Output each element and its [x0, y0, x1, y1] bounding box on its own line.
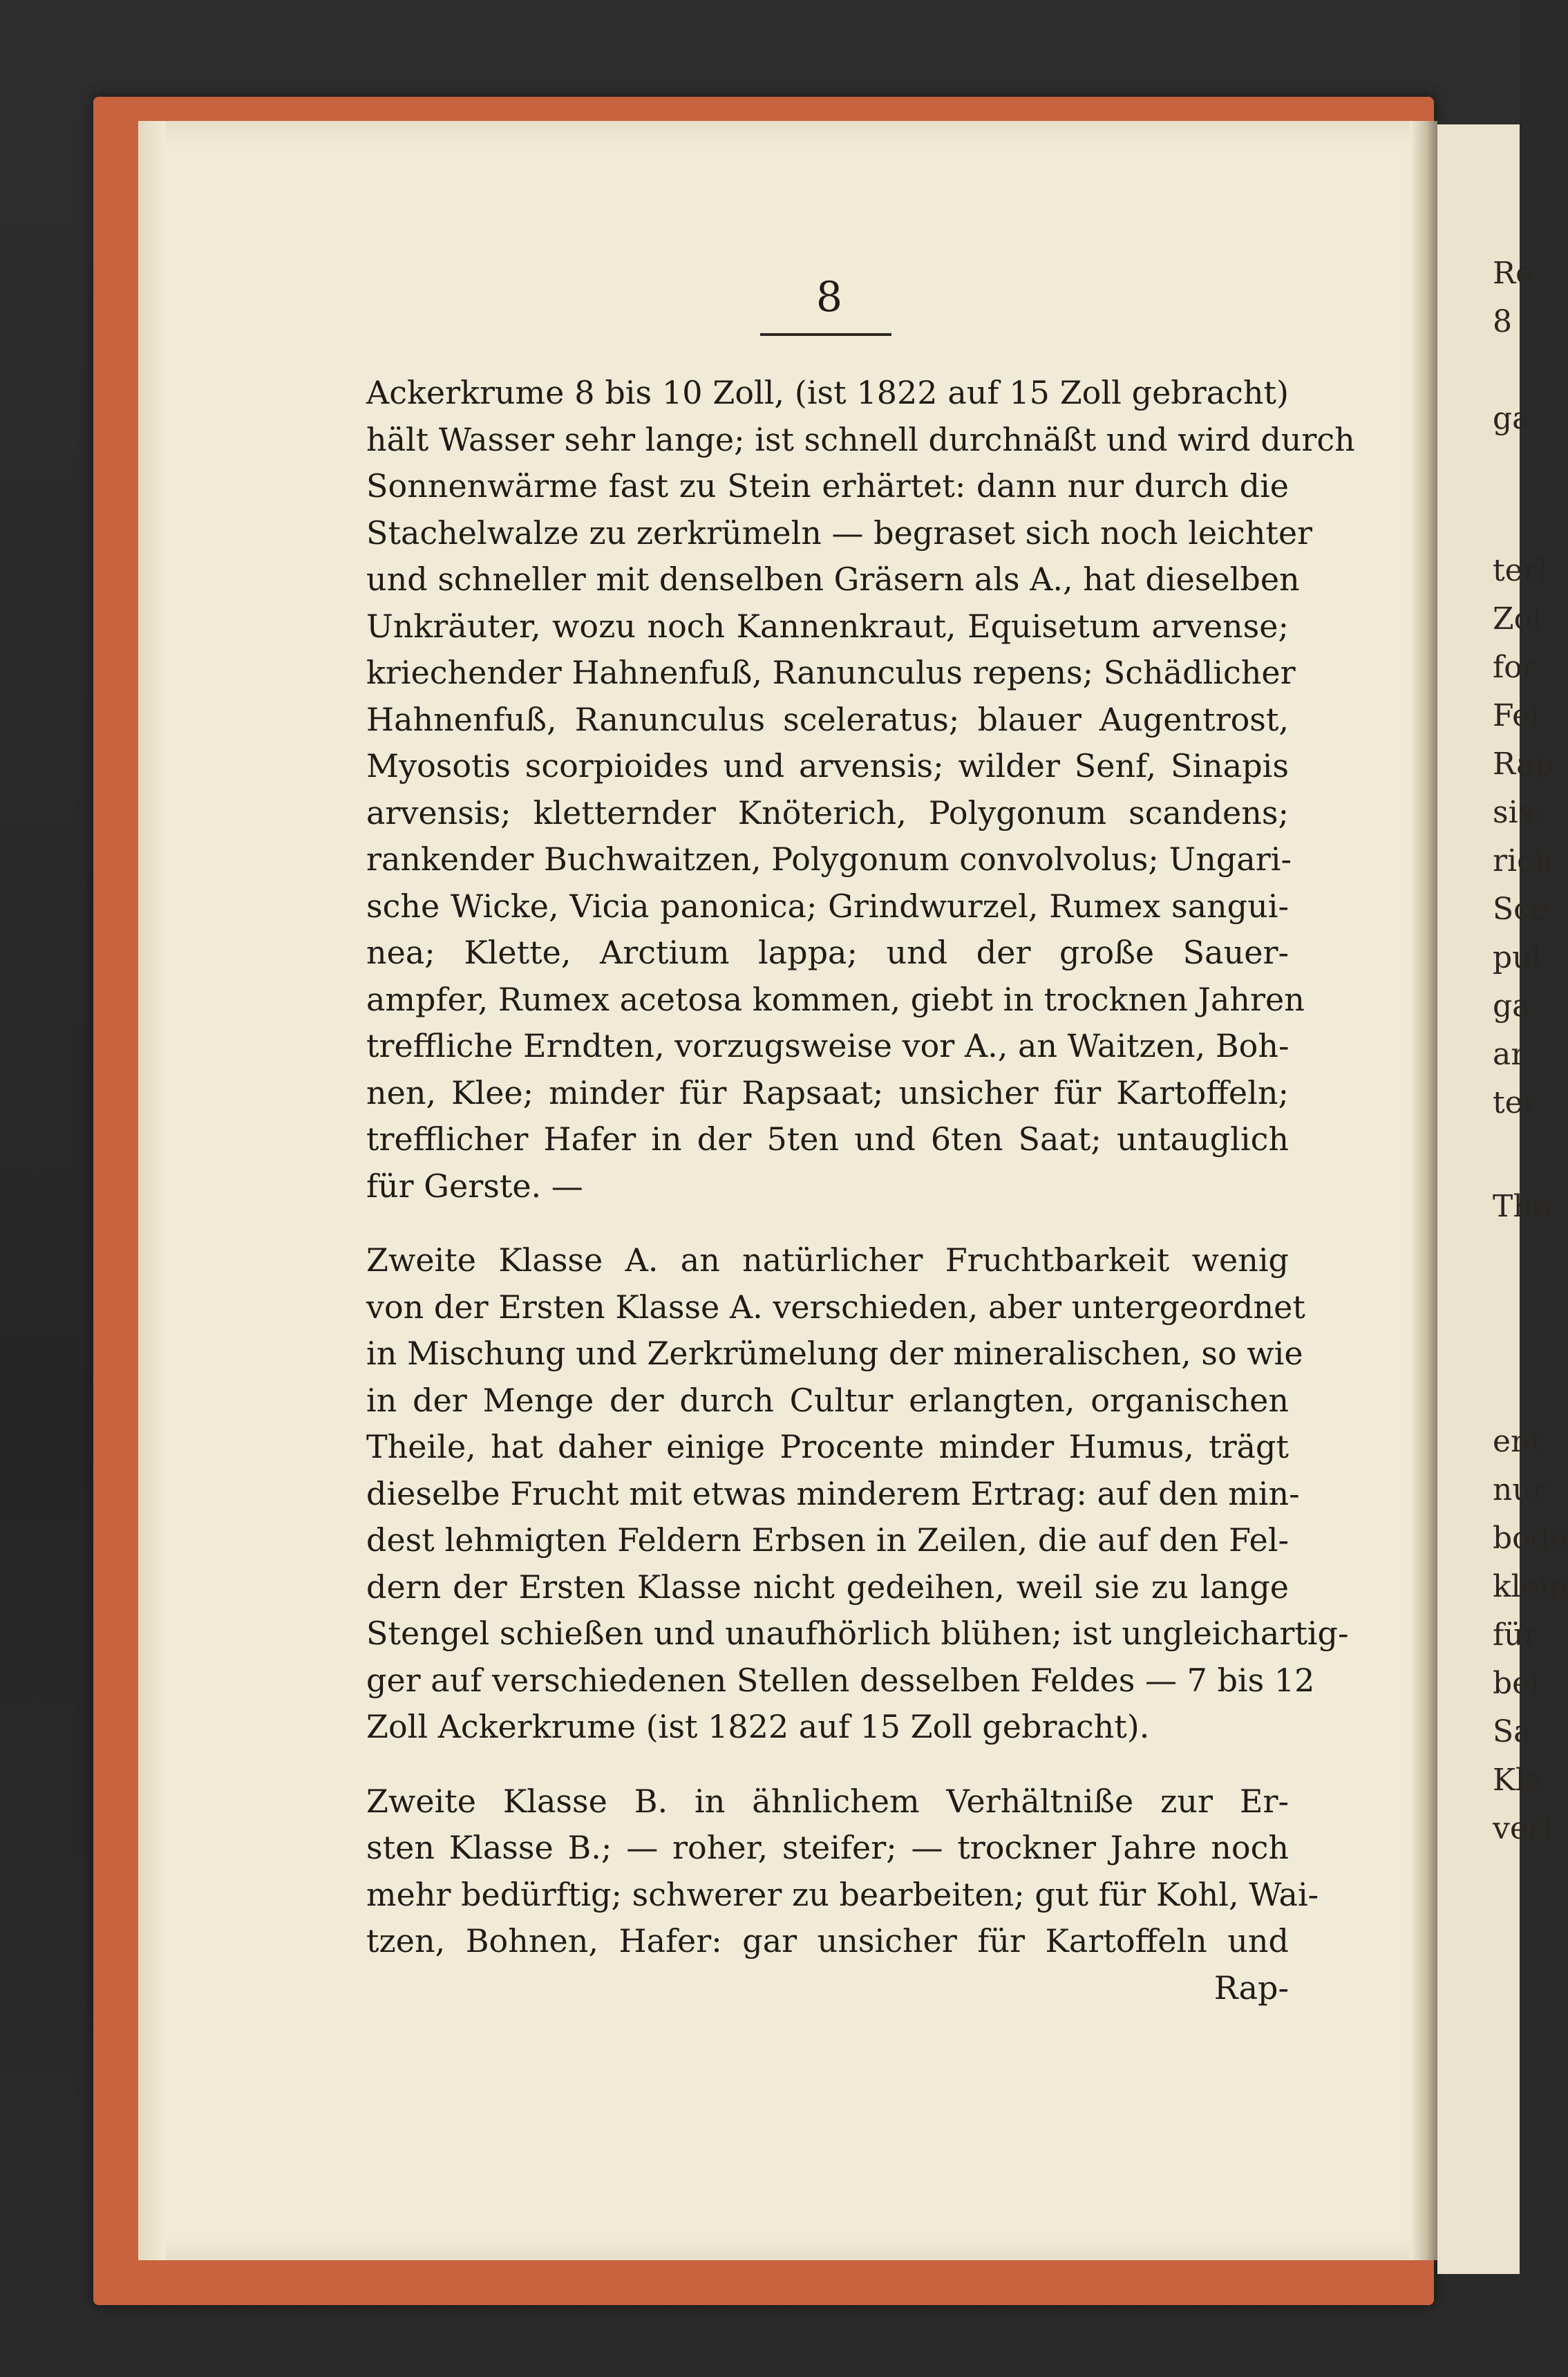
- adjacent-page-text-fragment: ter.: [1493, 1085, 1544, 1120]
- text-line: Unkräuter, wozu noch Kannenkraut, Equisetum arvense;: [366, 607, 1289, 645]
- page-number: 8: [815, 273, 843, 321]
- catchword: Rap-: [1213, 1969, 1289, 2007]
- text-line: Zoll Ackerkrume (ist 1822 auf 15 Zoll gebracht).: [366, 1708, 1150, 1745]
- text-line: Ackerkrume 8 bis 10 Zoll, (ist 1822 auf 15 Zoll gebracht): [366, 374, 1289, 411]
- text-line: Stengel schießen und unaufhörlich blühen; ist ungleichartig-: [366, 1615, 1349, 1652]
- adjacent-page-text-fragment: Sce: [1493, 892, 1549, 927]
- text-line: Myosotis scorpioides und arvensis; wilder Senf, Sinapis: [366, 747, 1289, 784]
- text-line: Hahnenfuß, Ranunculus sceleratus; blauer Augentrost,: [366, 700, 1289, 738]
- text-line: nen, Klee; minder für Rapsaat; unsicher für Kartoffeln;: [366, 1073, 1289, 1111]
- adjacent-page-text-fragment: Zol: [1493, 601, 1542, 637]
- adjacent-page-text-fragment: 8: [1493, 304, 1512, 339]
- text-line: sten Klasse B.; — roher, steifer; — trockner Jahre noch: [366, 1829, 1289, 1866]
- text-line: dieselbe Frucht mit etwas minderem Ertrag: auf den min-: [366, 1474, 1300, 1512]
- text-line: mehr bedürftig; schwerer zu bearbeiten; gut für Kohl, Wai-: [366, 1875, 1319, 1913]
- adjacent-page-text-fragment: sis;: [1493, 795, 1545, 830]
- adjacent-page-text-fragment: Sa: [1493, 1714, 1532, 1749]
- text-line: in Mischung und Zerkrümelung der mineralischen, so wie: [366, 1335, 1303, 1372]
- adjacent-page-text-fragment: verl: [1493, 1811, 1553, 1846]
- adjacent-page-text-fragment: nur: [1493, 1472, 1547, 1507]
- text-line: tzen, Bohnen, Hafer: gar unsicher für Kartoffeln und: [366, 1922, 1289, 1960]
- text-line: Zweite Klasse A. an natürlicher Fruchtbarkeit wenig: [366, 1241, 1289, 1279]
- adjacent-page-text-fragment: for: [1493, 650, 1537, 685]
- adjacent-page-text-fragment: klein: [1493, 1569, 1568, 1604]
- text-line: ger auf verschiedenen Stellen desselben Feldes — 7 bis 12: [366, 1661, 1315, 1699]
- text-line: Sonnenwärme fast zu Stein erhärtet: dann nur durch die: [366, 467, 1289, 505]
- text-line: hält Wasser sehr lange; ist schnell durchnäßt und wird durch: [366, 420, 1355, 458]
- paragraph-2: [366, 1237, 1349, 1751]
- text-line: kriechender Hahnenfuß, Ranunculus repens; Schädlicher: [366, 654, 1296, 691]
- page-edge-shadow: [138, 121, 166, 2260]
- text-line: Zweite Klasse B. in ähnlichem Verhältniße zur Er-: [366, 1782, 1289, 1820]
- text-line: dern der Ersten Klasse nicht gedeihen, weil sie zu lange: [366, 1568, 1289, 1606]
- text-line: von der Ersten Klasse A. verschieden, aber untergeordnet: [366, 1288, 1305, 1326]
- text-line: in der Menge der durch Cultur erlangten, organischen: [366, 1381, 1289, 1419]
- adjacent-page-text-fragment: bei: [1493, 1666, 1540, 1701]
- adjacent-page-text-fragment: pul: [1493, 940, 1542, 975]
- adjacent-page-text-fragment: Fel: [1493, 698, 1540, 733]
- text-line: arvensis; kletternder Knöterich, Polygonum scandens;: [366, 793, 1289, 832]
- text-line: sche Wicke, Vicia panonica; Grindwurzel, Rumex sangui-: [366, 887, 1289, 925]
- text-line: dest lehmigten Feldern Erbsen in Zeilen, die auf den Fel-: [366, 1521, 1289, 1559]
- text-line: treffliche Erndten, vorzugsweise vor A., an Waitzen, Boh-: [366, 1027, 1290, 1064]
- adjacent-page-text-fragment: Kla: [1493, 1763, 1544, 1798]
- adjacent-page-text-fragment: Tho: [1493, 1189, 1551, 1224]
- text-line: für Gerste. —: [366, 1167, 583, 1205]
- text-line: nea; Klette, Arctium lappa; und der große Sauer-: [366, 934, 1289, 971]
- text-line: Theile, hat daher einige Procente minder Humus, trägt: [366, 1428, 1289, 1465]
- text-line: und schneller mit denselben Gräsern als A., hat dieselben: [366, 561, 1300, 598]
- adjacent-page-text-fragment: Rap: [1493, 746, 1554, 782]
- text-line: ampfer, Rumex acetosa kommen, giebt in trocknen Jahren: [366, 980, 1305, 1018]
- adjacent-page-text-fragment: ga: [1493, 988, 1531, 1024]
- adjacent-page-text-fragment: rich: [1493, 843, 1554, 879]
- text-line: rankender Buchwaitzen, Polygonum convolvolus; Ungari-: [366, 840, 1292, 878]
- adjacent-page-text-fragment: ent: [1493, 1424, 1543, 1459]
- adjacent-page-text-fragment: terl: [1493, 553, 1547, 588]
- paragraph-3: [366, 1778, 1319, 1965]
- book-gutter: [1410, 121, 1437, 2260]
- adjacent-page-text-fragment: bode: [1493, 1521, 1568, 1556]
- paragraph-1: [366, 370, 1355, 1210]
- page-number-rule: [760, 333, 891, 336]
- text-line: trefflicher Hafer in der 5ten und 6ten Saat; untauglich: [366, 1120, 1289, 1158]
- adjacent-page: [1437, 124, 1568, 2274]
- adjacent-page-text-fragment: Re: [1493, 256, 1534, 291]
- adjacent-page-text-fragment: ar: [1493, 1037, 1526, 1072]
- adjacent-page-text-fragment: ga: [1493, 401, 1531, 436]
- text-line: Stachelwalze zu zerkrümeln — begraset sich noch leichter: [366, 514, 1313, 552]
- page-text: [366, 370, 1355, 2011]
- adjacent-page-text-fragment: für: [1493, 1617, 1538, 1653]
